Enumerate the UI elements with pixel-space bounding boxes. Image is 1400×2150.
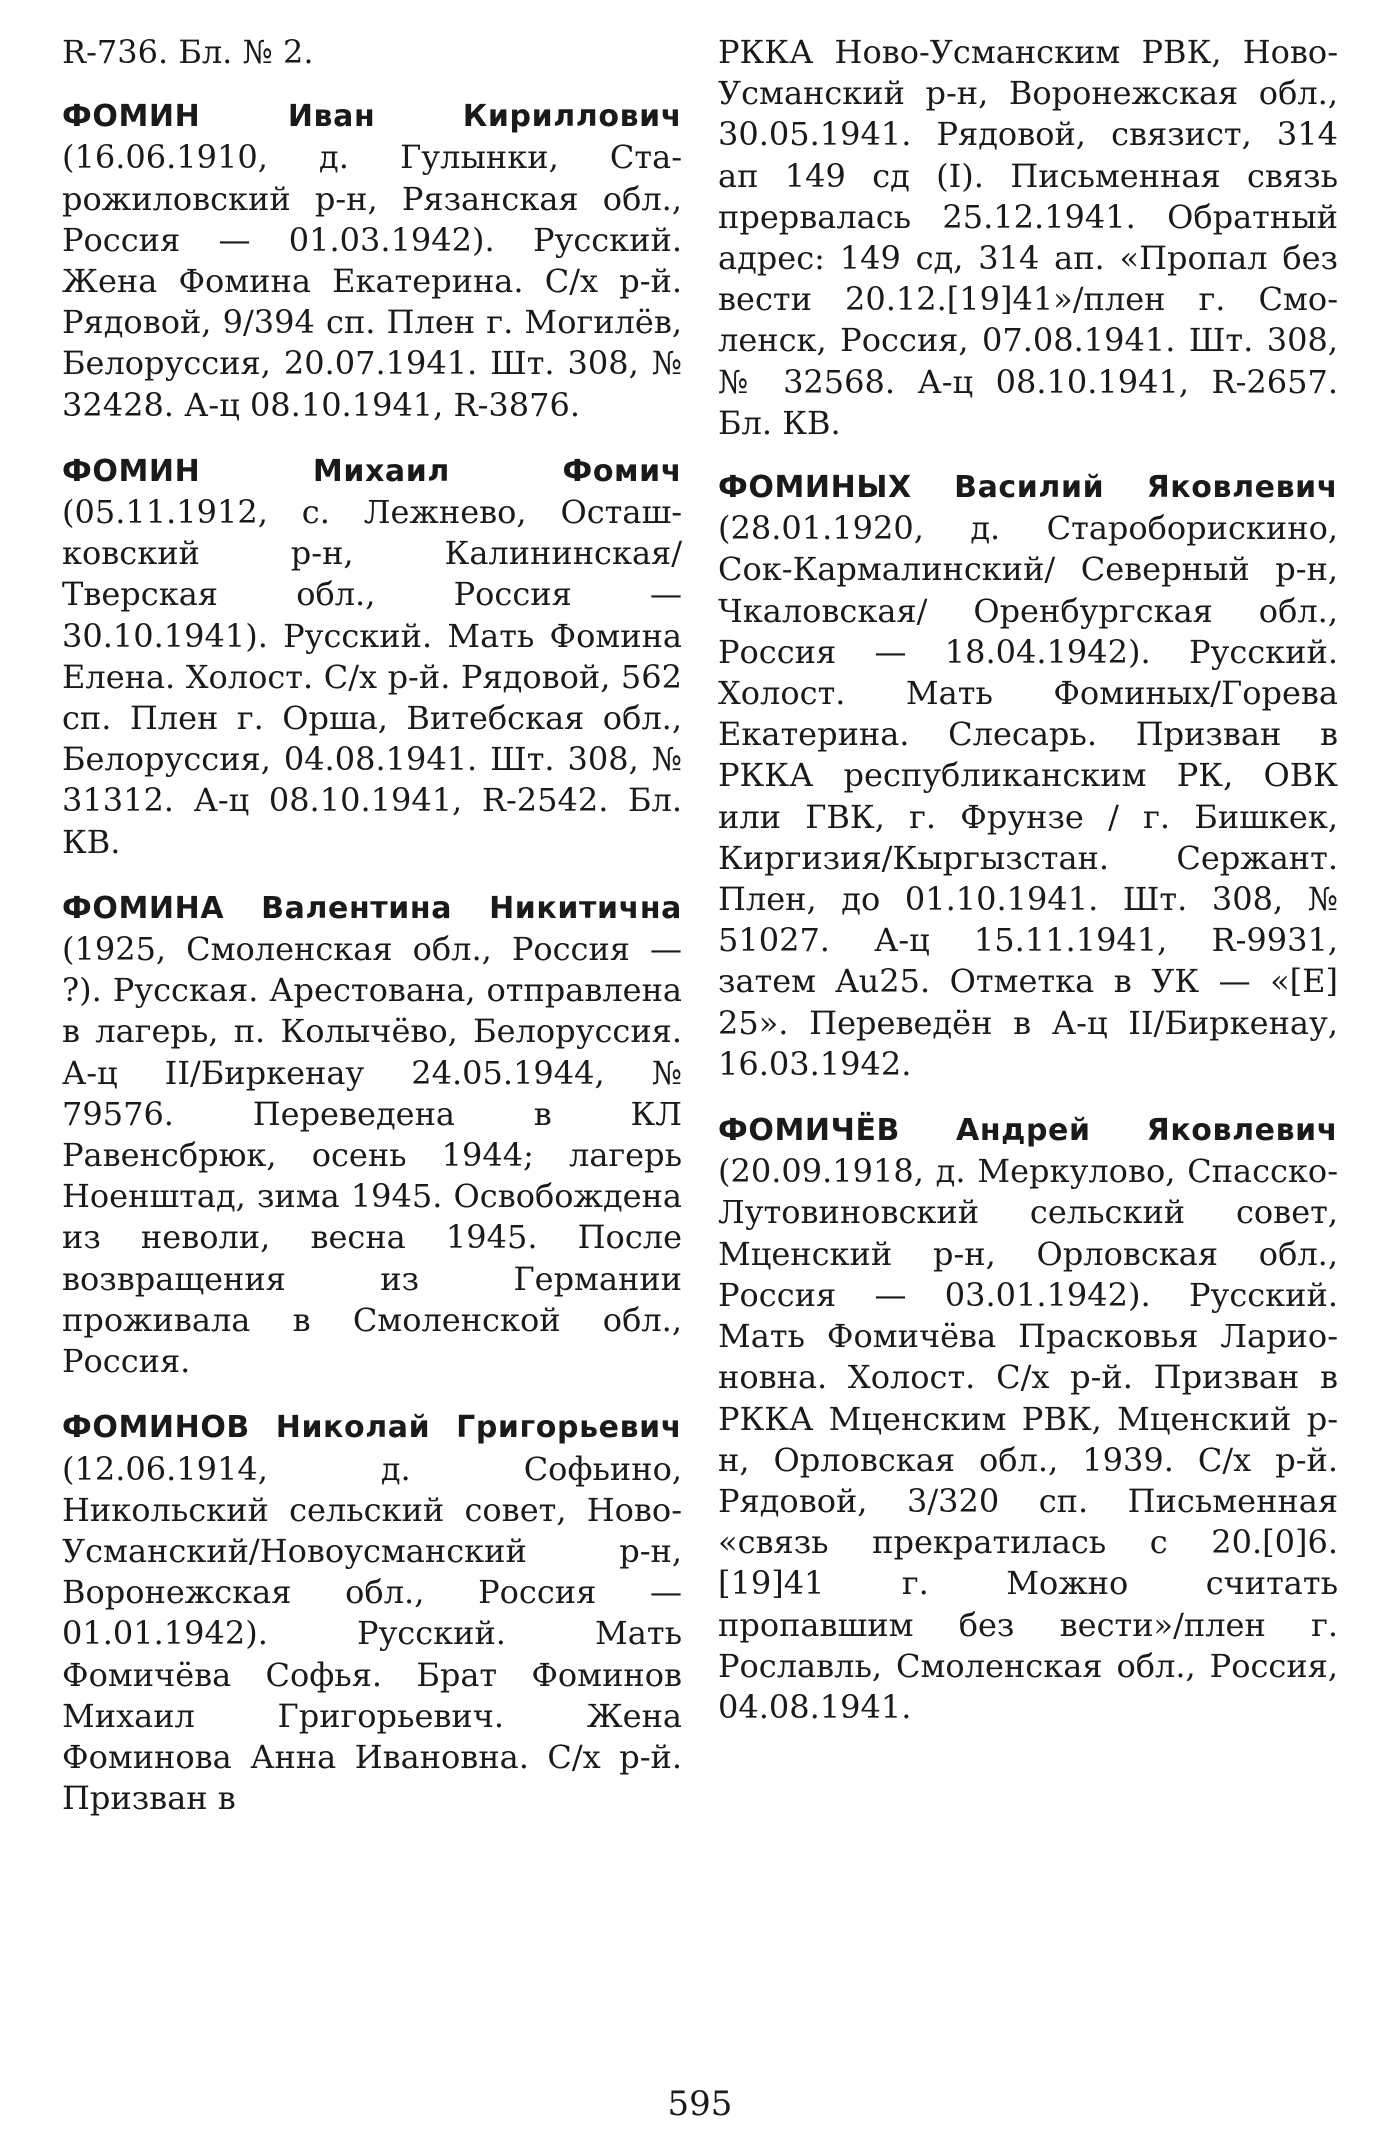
entry-fomin-mikhail [62,450,682,863]
entry-text: (16.06.1910, д. Гулынки, Старожиловский р-н, Рязанская обл., Россия — 01.03.1942). Русский. Жена Фомина Екатерина. С/х р-й. Рядовой, 9/394 сп. Плен г. Могилёв, Белоруссия, 20.07.1941. Шт. 308, № 32428. А-ц 08.10.1941, R-3876. [62,138,682,424]
entry-text: (05.11.1912, с. Лежнево, Осташковский р-н, Калининская/ Тверская обл., Россия — 30.10.1941). Русский. Мать Фомина Елена. Холост. С/х р-й. Рядовой, 562 сп. Плен г. Орша, Витебская обл., Белоруссия, 04.08.1941. Шт. 308, № 31312. А-ц 08.10.1941, R-2542. Бл. КВ. [62,493,682,861]
continuation-text: R-736. Бл. № 2. [62,33,314,71]
entry-fomichev-andrei [718,1109,1338,1728]
entry-name: ФОМИНОВ Николай Григорьевич [62,1410,682,1446]
entry-name: ФОМИН Иван Кириллович [62,99,682,135]
page-number: 595 [667,2084,733,2124]
left-column [62,32,682,1843]
entry-text: (12.06.1914, д. Софьино, Никольский сельский совет, Ново-Усманский/Новоусманский р-н, Воронежская обл., Россия — 01.01.1942). Русский. Мать Фомичёва Софья. Брат Фоминов Михаил Григорьевич. Жена Фоминова Анна Ивановна. С/х р-й. Призван в [62,1449,682,1818]
right-column [718,32,1338,1752]
entry-text: (1925, Смоленская обл., Россия — ?). Русская. Арестована, отправлена в лагерь, п. Колычёво, Белоруссия. А-ц II/Биркенау 24.05.1944, № 79576. Переведена в КЛ Равенсбрюк, осень 1944; лагерь Ноенштад, зима 1945. Освобождена из неволи, весна 1945. После возвращения из Германии проживала в Смоленской обл., Россия. [62,930,682,1381]
entry-name: ФОМИНЫХ Василий Яковлевич [718,470,1338,506]
continuation-text: РККА Ново-Усманским РВК, Ново-Усманский р-н, Воронежская обл., 30.05.1941. Рядовой, связист, 314 ап 149 сд (I). Письменная связь прервалась 25.12.1941. Обратный адрес: 149 сд, 314 ап. «Пропал без вести 20.12.[19]41»/плен г. Смоленск, Россия, 07.08.1941. Шт. 308, № 32568. А-ц 08.10.1941, R-2657. Бл. КВ. [718,33,1338,442]
entry-name: ФОМИНА Валентина Никитична [62,890,682,926]
entry-fomin-ivan [62,95,682,426]
entry-fominykh-vasilii [718,466,1338,1085]
entry-text: (20.09.1918, д. Меркулово, Спасско-Лутовиновский сельский совет, Мценский р-н, Орловская обл., Россия — 03.01.1942). Русский. Мать Фомичёва Прасковья Ларионовна. Холост. С/х р-й. Призван в РККА Мценским РВК, Мценский р-н, Орловская обл., 1939. С/х р-й. Рядовой, 3/320 сп. Письменная «связь прекратилась с 20.[0]6.[19]41 г. Можно считать пропавшим без вести»/плен г. Рославль, Смоленская обл., Россия, 04.08.1941. [718,1152,1338,1726]
entry-name: ФОМИЧЁВ Андрей Яковлевич [718,1113,1338,1149]
entry-text: (28.01.1920, д. Староборискино, Сок-Кармалинский/ Северный р-н, Чкаловская/ Оренбургская обл., Россия — 18.04.1942). Русский. Холост. Мать Фоминых/Горева Екатерина. Слесарь. Призван в РККА республиканским РК, ОВК или ГВК, г. Фрунзе / г. Бишкек, Киргизия/Кыргызстан. Сержант. Плен, до 01.10.1941. Шт. 308, № 51027. А-ц 15.11.1941, R-9931, затем Au25. Отметка в УК — «[E] 25». Переведён в А-ц II/Биркенау, 16.03.1942. [718,509,1338,1083]
entry-fomina-valentina [62,887,682,1382]
entry-name: ФОМИН Михаил Фомич [62,453,682,489]
entry-fominov-nikolai [62,1406,682,1819]
